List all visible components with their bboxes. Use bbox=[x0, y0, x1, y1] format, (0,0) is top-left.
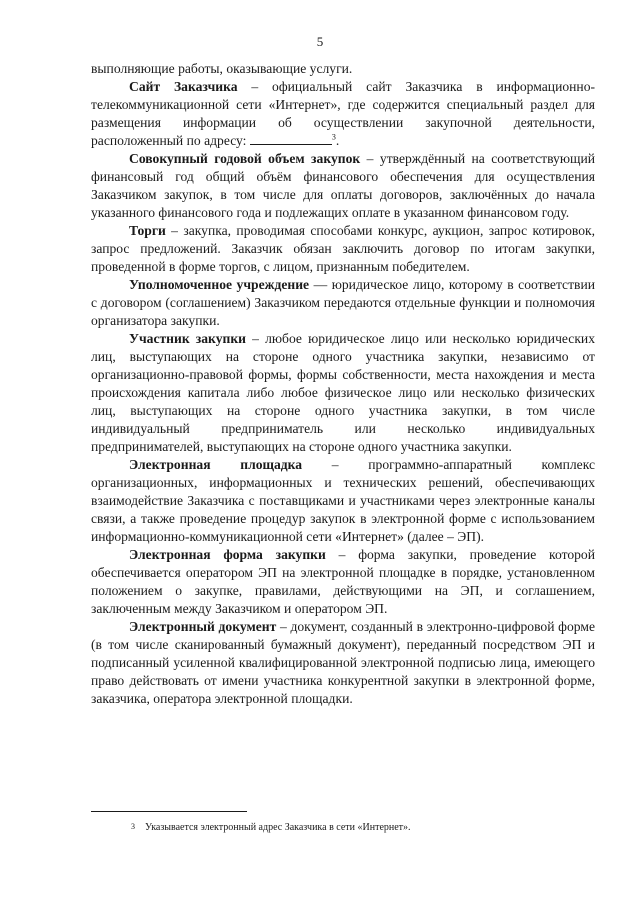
definition-separator: – bbox=[360, 151, 380, 166]
definition-term: Уполномоченное учреждение bbox=[129, 277, 310, 292]
definition-separator: – bbox=[276, 619, 291, 634]
definition-electronic-form bbox=[91, 546, 595, 618]
definition-term: Сайт Заказчика bbox=[129, 79, 238, 94]
definition-text: официальный сайт Заказчика в информационно-телекоммуникационной сети «Интернет», где содержится специальный раздел для размещения информации об осуществлении закупочной деятельности, расположенный по адресу: bbox=[91, 79, 596, 148]
definition-participant bbox=[91, 330, 595, 456]
definition-text: юридическое лицо, которому в соответствии с договором (соглашением) Заказчиком передаются отдельные функции и полномочия организатора закупки. bbox=[91, 277, 595, 328]
definition-text: любое юридическое лицо или несколько юридических лиц, выступающих на стороне одного участника закупки, независимо от организационно-правовой формы, формы собственности, места нахождения и места происхождения капитала либо любое физическое лицо или несколько физических лиц, выступающих на стороне одного участника закупки, в том числе индивидуальный предприниматель или несколько индивидуальных предпринимателей, выступающих на стороне одного участника закупки. bbox=[91, 331, 595, 454]
definition-term: Электронная форма закупки bbox=[129, 547, 326, 562]
footnote-mark: 3 bbox=[131, 822, 135, 831]
definition-text: программно-аппаратный комплекс организационных, информационных и технических решений, обеспечивающих взаимодействие Заказчика с поставщиками и участниками через электронные каналы связи, а также проведение процедур закупок в электронной форме с использованием информационно-коммуникационной сети «Интернет» (далее – ЭП). bbox=[91, 457, 595, 544]
definition-term: Электронная площадка bbox=[129, 457, 303, 472]
definition-separator: — bbox=[309, 277, 332, 292]
definition-text: документ, созданный в электронно-цифровой форме (в том числе сканированный бумажный документ), переданный посредством ЭП и подписанный усиленной квалифицированной электронной подписью лица, имеющего право действовать от имени участника конкурентной закупки в электронной форме, заказчика, оператора электронной площадки. bbox=[91, 619, 596, 706]
definition-term: Электронный документ bbox=[129, 619, 277, 634]
footnote bbox=[131, 822, 411, 833]
definition-text: закупка, проводимая способами конкурс, аукцион, запрос котировок, запрос предложений. Заказчик обязан заключить договор по итогам закупки, проведенной в форме торгов, с лицом, признанным победителем. bbox=[91, 223, 595, 274]
footnote-divider bbox=[91, 811, 247, 812]
definition-term: Совокупный годовой объем закупок bbox=[129, 151, 361, 166]
page-number: 5 bbox=[316, 34, 324, 49]
definition-separator: – bbox=[165, 223, 184, 238]
definition-annual-volume bbox=[91, 150, 595, 222]
intro-paragraph: выполняющие работы, оказывающие услуги. bbox=[91, 61, 353, 76]
definition-separator: – bbox=[246, 331, 266, 346]
document-body bbox=[91, 60, 595, 708]
footnote-reference: 3 bbox=[331, 132, 336, 142]
definition-separator: – bbox=[302, 457, 369, 472]
definition-site bbox=[91, 78, 595, 150]
definition-tail: . bbox=[335, 133, 340, 148]
definition-electronic-platform bbox=[91, 456, 595, 546]
definition-separator: – bbox=[325, 547, 359, 562]
definition-text: форма закупки, проведение которой обеспечивается оператором ЭП на электронной площадке в порядке, установленном положением о закупке, правилами, действующими на ЭП, и соглашением, заключенным между Заказчиком и оператором ЭП. bbox=[91, 547, 596, 616]
definition-authorized-institution bbox=[91, 276, 595, 330]
footnote-text: Указывается электронный адрес Заказчика в сети «Интернет». bbox=[145, 822, 411, 833]
definition-electronic-document bbox=[91, 618, 595, 708]
definition-tenders bbox=[91, 222, 595, 276]
definition-text: утверждённый на соответствующий финансовый год общий объём финансового обеспечения для осуществления Заказчиком закупок, в том числе для оплаты договоров, заключённых до начала указанного финансового года и подлежащих оплате в указанном финансовом году. bbox=[91, 151, 596, 220]
address-blank-line bbox=[250, 132, 332, 145]
definition-term: Торги bbox=[129, 223, 166, 238]
definition-separator: – bbox=[237, 79, 273, 94]
definition-term: Участник закупки bbox=[129, 331, 246, 346]
